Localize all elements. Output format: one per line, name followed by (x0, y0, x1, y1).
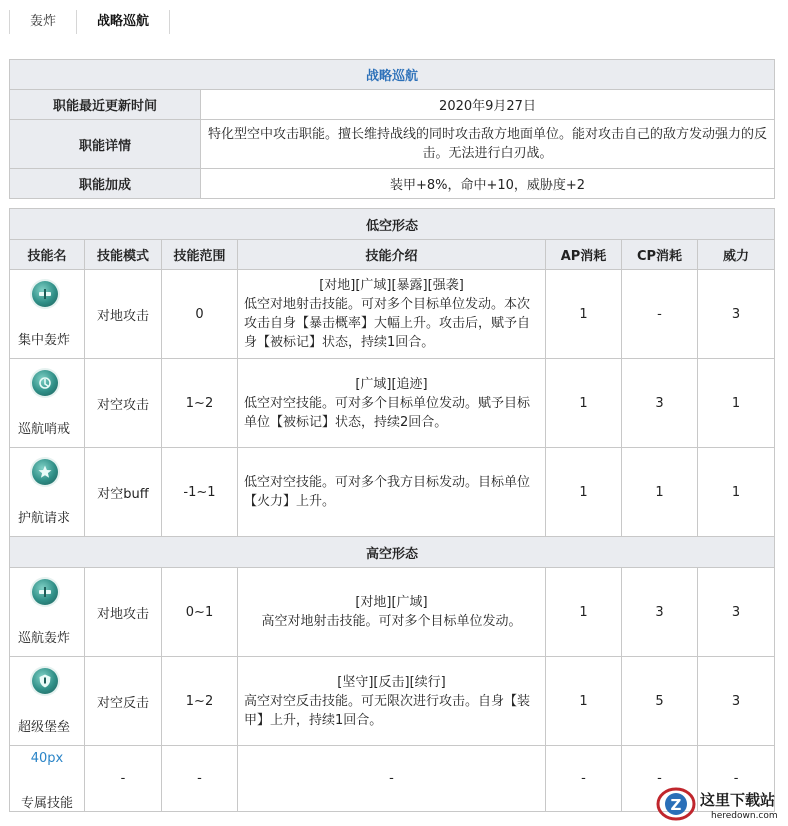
role-detail-value: 特化型空中攻击职能。擅长维持战线的同时攻击敌方地面单位。能对攻击自己的敌方发动强力的反击。无法进行白刃战。 (201, 120, 775, 169)
skill-desc-text: 低空对空技能。可对多个我方目标发动。目标单位【火力】上升。 (244, 475, 531, 509)
col-cp-cost: CP消耗 (622, 240, 698, 270)
skill-name: 超级堡垒 (18, 719, 71, 735)
skill-tags: [对地][广域] (355, 595, 428, 610)
ap-cost: 1 (546, 448, 622, 537)
col-skill-name: 技能名 (10, 240, 85, 270)
skill-name: 巡航哨戒 (18, 421, 71, 437)
skill-name-cell (10, 746, 85, 812)
col-skill-range: 技能范围 (162, 240, 238, 270)
ap-cost: - (546, 746, 622, 812)
power: 3 (698, 568, 775, 657)
ap-cost: 1 (546, 270, 622, 359)
skill-mode: - (85, 746, 162, 812)
ap-cost: 1 (546, 359, 622, 448)
ground-strike-icon[interactable] (32, 281, 58, 307)
star-buff-icon[interactable] (32, 459, 58, 485)
role-title: 战略巡航 (10, 60, 775, 90)
skill-desc (238, 657, 546, 746)
role-tabs (9, 10, 170, 34)
skill-range: - (162, 746, 238, 812)
watermark-logo (656, 783, 788, 822)
skill-mode: 对空反击 (85, 657, 162, 746)
skill-desc (238, 270, 546, 359)
skill-mode: 对地攻击 (85, 568, 162, 657)
skill-name-cell (10, 568, 85, 657)
air-strike-icon[interactable] (32, 370, 58, 396)
power: 1 (698, 359, 775, 448)
skill-desc (238, 568, 546, 657)
role-bonus-value: 装甲+8%，命中+10，威胁度+2 (201, 169, 775, 199)
col-ap-cost: AP消耗 (546, 240, 622, 270)
skill-desc-text: 低空对空技能。可对多个目标单位发动。赋予目标单位【被标记】状态，持续2回合。 (244, 395, 531, 430)
watermark-letter: Z (670, 796, 682, 814)
table-row (10, 657, 775, 746)
cp-cost: 5 (622, 657, 698, 746)
skill-desc-text: 高空对空反击技能。可无限次进行攻击。自身【装甲】上升，持续1回合。 (244, 693, 531, 728)
role-info-table (9, 59, 775, 199)
table-row (10, 359, 775, 448)
skill-range: 0 (162, 270, 238, 359)
skill-name-cell (10, 270, 85, 359)
table-row (10, 270, 775, 359)
col-skill-mode: 技能模式 (85, 240, 162, 270)
cp-cost: 3 (622, 359, 698, 448)
shield-counter-icon[interactable] (32, 668, 58, 694)
skill-name: 专属技能 (20, 795, 73, 811)
power: 1 (698, 448, 775, 537)
skill-range: -1~1 (162, 448, 238, 537)
cp-cost: - (622, 746, 698, 812)
section-high-altitude: 高空形态 (10, 537, 775, 568)
skill-desc (238, 448, 546, 537)
table-row (10, 568, 775, 657)
skill-image-link[interactable]: 40px (30, 750, 64, 766)
cp-cost: 3 (622, 568, 698, 657)
skill-name-cell (10, 359, 85, 448)
table-row (10, 448, 775, 537)
skill-range: 0~1 (162, 568, 238, 657)
cp-cost: - (622, 270, 698, 359)
skill-mode: 对地攻击 (85, 270, 162, 359)
skill-range: 1~2 (162, 657, 238, 746)
watermark-text: 这里下载站 (700, 791, 776, 809)
role-detail-label: 职能详情 (10, 120, 201, 169)
skill-name-cell (10, 448, 85, 537)
skill-tags: [对地][广域][暴露][强袭] (319, 278, 464, 293)
ap-cost: 1 (546, 568, 622, 657)
ap-cost: 1 (546, 657, 622, 746)
cp-cost: 1 (622, 448, 698, 537)
skill-desc: - (238, 746, 546, 812)
role-bonus-label: 职能加成 (10, 169, 201, 199)
power: 3 (698, 270, 775, 359)
skill-name: 集中轰炸 (18, 332, 71, 348)
power: - (698, 746, 775, 812)
ground-strike-icon[interactable] (32, 579, 58, 605)
skill-desc (238, 359, 546, 448)
skill-mode: 对空buff (85, 448, 162, 537)
skill-name-cell (10, 657, 85, 746)
skill-mode: 对空攻击 (85, 359, 162, 448)
tab-bombing[interactable]: 轰炸 (9, 10, 77, 34)
col-skill-desc: 技能介绍 (238, 240, 546, 270)
skill-name: 护航请求 (18, 510, 71, 526)
update-time-value: 2020年9月27日 (201, 90, 775, 120)
tab-strategic-cruise[interactable]: 战略巡航 (77, 10, 170, 34)
col-power: 威力 (698, 240, 775, 270)
skill-range: 1~2 (162, 359, 238, 448)
watermark-sub: heredown.com (711, 811, 778, 821)
section-low-altitude: 低空形态 (10, 209, 775, 240)
skills-table (9, 208, 775, 812)
update-time-label: 职能最近更新时间 (10, 90, 201, 120)
skill-tags: [坚守][反击][续行] (337, 674, 446, 690)
skill-name: 巡航轰炸 (18, 630, 71, 646)
power: 3 (698, 657, 775, 746)
skill-desc-text: 高空对地射击技能。可对多个目标单位发动。 (261, 614, 522, 629)
skill-tags: [广域][追迹] (355, 376, 428, 392)
skill-desc-text: 低空对地射击技能。可对多个目标单位发动。本次攻击自身【暴击概率】大幅上升。攻击后，赋予自身【被标记】状态，持续1回合。 (244, 297, 531, 350)
